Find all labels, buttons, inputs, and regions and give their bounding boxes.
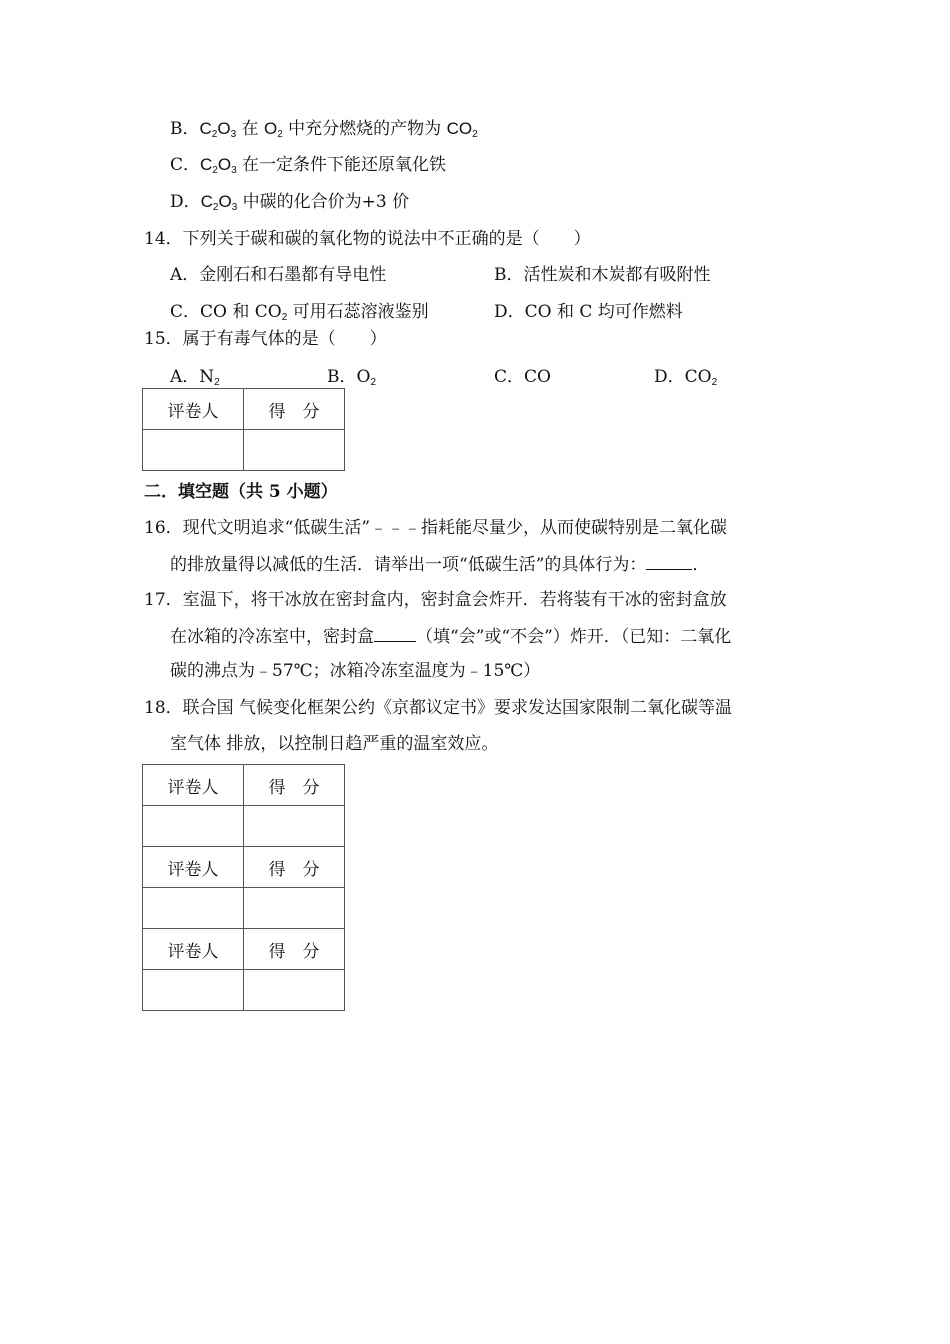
q17-line-2: 在冰箱的冷冻室中，密封盒 （填“会”或“不会”）炸开．（已知：二氧化 [170,627,732,647]
q15-option-b: B．$O_2$ [327,367,376,388]
reviewer-cell[interactable] [143,430,244,471]
score-cell[interactable] [244,970,345,1011]
q13-option-b: B．$C_2O_3$ 在 $O_2$ 中充分燃烧的产物为 $CO_2$ [170,119,478,140]
score-table [142,764,345,1011]
q15-option-d: D．$CO_2$ [654,367,718,388]
q14-stem: 14．下列关于碳和碳的氧化物的说法中不正确的是（ ） [144,229,591,249]
q17-answer-blank[interactable] [374,625,416,642]
q14-option-c: C．CO 和 $CO_2$ 可用石蕊溶液鉴别 [170,302,429,323]
q18-line-1: 18．联合国 气候变化框架公约《京都议定书》要求发达国家限制二氧化碳等温 [144,698,733,718]
section-title: 二．填空题（共 5 小题） [144,482,338,502]
q15-option-a: A．$N_2$ [170,367,220,388]
q14-option-a: A．金刚石和石墨都有导电性 [170,265,387,285]
q14-option-b: B．活性炭和木炭都有吸附性 [494,265,711,285]
q16-answer-blank[interactable] [646,553,692,570]
q16-line-2: 的排放量得以减低的生活．请举出一项“低碳生活”的具体行为： ． [170,555,710,575]
q13-option-c: C．$C_2O_3$ 在一定条件下能还原氧化铁 [170,155,447,176]
score-header: 得 分 [244,389,345,430]
reviewer-header: 评卷人 [143,929,244,970]
reviewer-cell[interactable] [143,970,244,1011]
q15-option-c: C．CO [494,367,551,387]
score-cell[interactable] [244,430,345,471]
q14-option-d: D．CO 和 C 均可作燃料 [494,302,683,322]
score-cell[interactable] [244,888,345,929]
score-cell[interactable] [244,806,345,847]
reviewer-header: 评卷人 [143,847,244,888]
score-table [142,388,345,471]
reviewer-header: 评卷人 [143,389,244,430]
q13-option-d: D．$C_2O_3$ 中碳的化合价为+3 价 [170,192,410,213]
q17-line-1: 17．室温下，将干冰放在密封盒内，密封盒会炸开．若将装有干冰的密封盒放 [144,590,727,610]
q17-line-3: 碳的沸点为﹣57℃；冰箱冷冻室温度为﹣15℃） [170,661,541,681]
reviewer-cell[interactable] [143,888,244,929]
q15-stem: 15．属于有毒气体的是（ ） [144,329,387,349]
score-header: 得 分 [244,929,345,970]
q18-line-2: 室气体 排放，以控制日趋严重的温室效应。 [170,734,499,754]
q16-line-1: 16．现代文明追求“低碳生活”﹣﹣﹣指耗能尽量少，从而使碳特别是二氧化碳 [144,518,728,538]
score-header: 得 分 [244,847,345,888]
reviewer-header: 评卷人 [143,765,244,806]
score-header: 得 分 [244,765,345,806]
reviewer-cell[interactable] [143,806,244,847]
